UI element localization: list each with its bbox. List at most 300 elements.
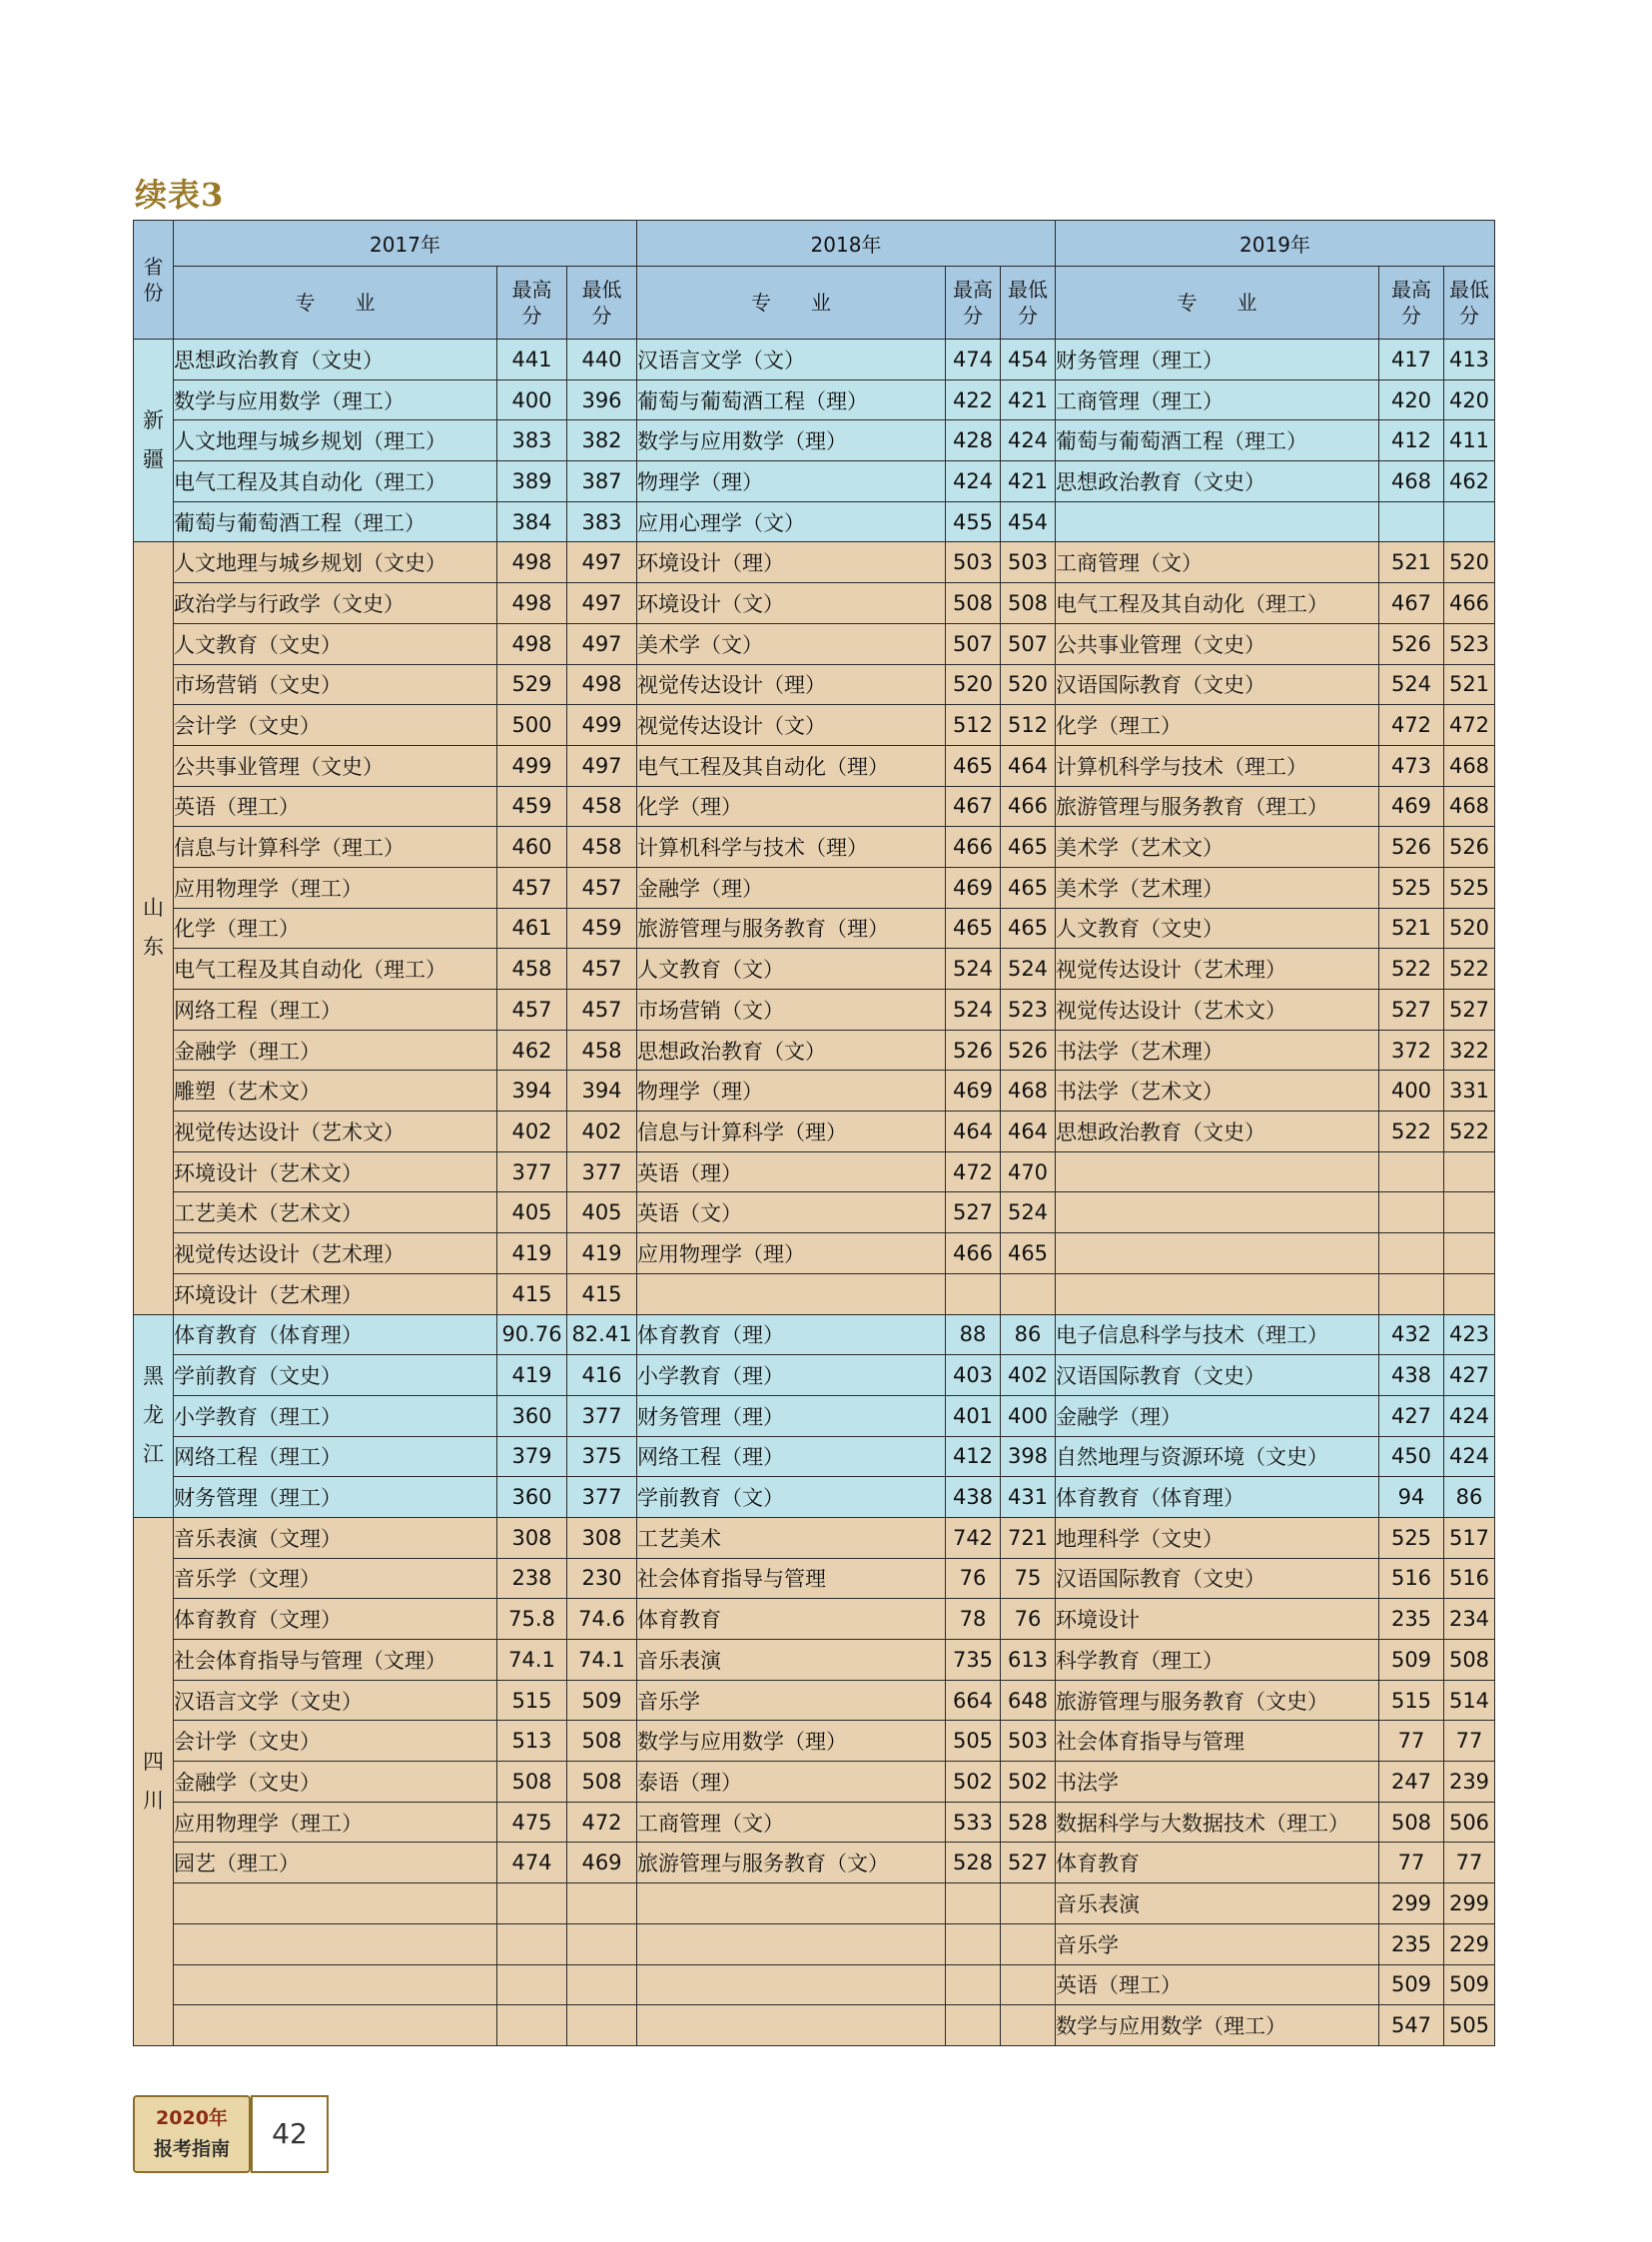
major-cell: 数学与应用数学（理工）	[1056, 2005, 1379, 2046]
min-score-cell: 424	[1001, 420, 1056, 461]
min-score-cell: 420	[1444, 379, 1495, 420]
min-score-cell: 721	[1001, 1517, 1056, 1558]
max-score-cell: 389	[497, 461, 567, 502]
max-score-cell: 469	[946, 1071, 1001, 1112]
major-cell: 化学（理工）	[1056, 705, 1379, 746]
admission-score-table	[133, 220, 1495, 2046]
max-score-cell: 419	[497, 1355, 567, 1396]
major-cell: 财务管理（理工）	[174, 1477, 497, 1518]
min-score-cell	[1444, 501, 1495, 542]
max-score-cell: 522	[1379, 949, 1444, 990]
major-cell	[1056, 1233, 1379, 1274]
table-row	[134, 1030, 1495, 1071]
major-cell: 汉语国际教育（文史）	[1056, 1355, 1379, 1396]
min-score-cell: 520	[1001, 664, 1056, 705]
max-score-cell: 299	[1379, 1883, 1444, 1924]
min-score-cell: 377	[567, 1477, 637, 1518]
province-cell: 新 疆	[134, 340, 174, 542]
major-cell: 视觉传达设计（艺术文）	[1056, 990, 1379, 1031]
max-score-cell	[497, 1923, 567, 1964]
min-score-cell: 521	[1444, 664, 1495, 705]
major-cell: 市场营销（文史）	[174, 664, 497, 705]
min-score-cell: 377	[567, 1151, 637, 1192]
major-header: 专 业	[174, 267, 497, 340]
max-score-cell	[1379, 1273, 1444, 1314]
major-cell: 应用物理学（理）	[637, 1233, 946, 1274]
table-row	[134, 705, 1495, 746]
min-score-cell: 458	[567, 827, 637, 868]
major-cell: 音乐学（文理）	[174, 1558, 497, 1599]
max-score-cell: 432	[1379, 1314, 1444, 1355]
major-cell: 音乐学	[637, 1680, 946, 1721]
max-score-cell: 360	[497, 1477, 567, 1518]
min-score-cell: 74.1	[567, 1640, 637, 1681]
table-row	[134, 990, 1495, 1031]
major-cell: 数据科学与大数据技术（理工）	[1056, 1802, 1379, 1843]
min-score-cell: 468	[1444, 786, 1495, 827]
max-score-cell: 384	[497, 501, 567, 542]
major-cell: 人文教育（文史）	[1056, 908, 1379, 949]
max-score-cell: 465	[946, 745, 1001, 786]
major-cell: 小学教育（理工）	[174, 1395, 497, 1436]
year-header-2018: 2018年	[637, 221, 1056, 267]
min-score-cell: 458	[567, 786, 637, 827]
min-score-cell: 509	[567, 1680, 637, 1721]
min-score-cell: 465	[1001, 908, 1056, 949]
max-score-cell: 468	[1379, 461, 1444, 502]
table-row	[134, 1883, 1495, 1924]
min-score-cell: 458	[567, 1030, 637, 1071]
max-score-cell: 424	[946, 461, 1001, 502]
major-cell: 工艺美术（艺术文）	[174, 1192, 497, 1233]
year-header-2019: 2019年	[1056, 221, 1495, 267]
min-score-cell: 508	[567, 1762, 637, 1803]
major-cell: 人文教育（文史）	[174, 623, 497, 664]
max-score-cell: 526	[1379, 623, 1444, 664]
min-score-cell: 522	[1444, 949, 1495, 990]
major-cell: 会计学（文史）	[174, 1721, 497, 1762]
max-score-cell: 94	[1379, 1477, 1444, 1518]
major-cell: 思想政治教育（文史）	[1056, 461, 1379, 502]
min-score-cell: 464	[1001, 745, 1056, 786]
major-cell: 葡萄与葡萄酒工程（理）	[637, 379, 946, 420]
max-score-cell: 462	[497, 1030, 567, 1071]
min-score-cell: 613	[1001, 1640, 1056, 1681]
max-score-cell: 472	[1379, 705, 1444, 746]
max-score-cell: 415	[497, 1273, 567, 1314]
max-score-cell: 498	[497, 583, 567, 624]
max-score-cell: 499	[497, 745, 567, 786]
major-header: 专 业	[1056, 267, 1379, 340]
min-score-cell: 502	[1001, 1762, 1056, 1803]
major-cell	[637, 2005, 946, 2046]
major-cell: 书法学（艺术理）	[1056, 1030, 1379, 1071]
max-score-cell: 472	[946, 1151, 1001, 1192]
max-score-cell: 524	[946, 949, 1001, 990]
min-score-cell: 503	[1001, 1721, 1056, 1762]
table-row	[134, 745, 1495, 786]
min-score-cell: 396	[567, 379, 637, 420]
max-score-cell: 77	[1379, 1843, 1444, 1883]
max-score-cell: 428	[946, 420, 1001, 461]
major-cell: 体育教育	[1056, 1843, 1379, 1883]
guide-book-logo	[133, 2095, 251, 2173]
major-cell: 环境设计（理）	[637, 542, 946, 583]
min-score-header: 最低 分	[1001, 267, 1056, 340]
max-score-cell	[1379, 1192, 1444, 1233]
min-score-cell: 527	[1444, 990, 1495, 1031]
max-score-cell: 90.76	[497, 1314, 567, 1355]
max-score-cell	[946, 2005, 1001, 2046]
min-score-cell: 498	[567, 664, 637, 705]
max-score-cell: 469	[946, 867, 1001, 908]
major-cell: 信息与计算科学（理工）	[174, 827, 497, 868]
max-score-cell: 460	[497, 827, 567, 868]
max-score-cell	[497, 1964, 567, 2005]
min-score-cell: 394	[567, 1071, 637, 1112]
major-cell: 应用物理学（理工）	[174, 867, 497, 908]
major-cell	[637, 1273, 946, 1314]
province-cell: 山 东	[134, 542, 174, 1314]
min-score-cell: 400	[1001, 1395, 1056, 1436]
major-cell	[174, 1923, 497, 1964]
max-score-cell: 458	[497, 949, 567, 990]
major-cell: 社会体育指导与管理	[637, 1558, 946, 1599]
min-score-cell: 234	[1444, 1599, 1495, 1640]
table-row	[134, 1436, 1495, 1477]
max-score-cell: 459	[497, 786, 567, 827]
min-score-cell: 508	[1001, 583, 1056, 624]
max-score-cell: 401	[946, 1395, 1001, 1436]
table-row	[134, 1599, 1495, 1640]
major-cell: 数学与应用数学（理工）	[174, 379, 497, 420]
table-row	[134, 461, 1495, 502]
major-cell: 数学与应用数学（理）	[637, 420, 946, 461]
min-score-cell: 472	[1444, 705, 1495, 746]
max-score-cell	[1379, 1233, 1444, 1274]
max-score-cell: 508	[946, 583, 1001, 624]
major-cell: 环境设计（艺术理）	[174, 1273, 497, 1314]
max-score-cell	[946, 1923, 1001, 1964]
max-score-cell: 509	[1379, 1640, 1444, 1681]
min-score-cell: 383	[567, 501, 637, 542]
major-cell: 工商管理（文）	[637, 1802, 946, 1843]
major-cell: 电子信息科学与技术（理工）	[1056, 1314, 1379, 1355]
min-score-cell: 230	[567, 1558, 637, 1599]
max-score-cell: 467	[1379, 583, 1444, 624]
table-row	[134, 949, 1495, 990]
table-row	[134, 340, 1495, 380]
major-cell: 体育教育（理）	[637, 1314, 946, 1355]
min-score-cell: 522	[1444, 1112, 1495, 1152]
max-score-cell	[946, 1883, 1001, 1924]
max-score-cell: 527	[1379, 990, 1444, 1031]
max-score-cell: 521	[1379, 908, 1444, 949]
table-row	[134, 1923, 1495, 1964]
page-number: 42	[251, 2095, 329, 2173]
min-score-cell: 497	[567, 623, 637, 664]
max-score-cell: 467	[946, 786, 1001, 827]
table-row	[134, 1680, 1495, 1721]
major-cell: 思想政治教育（文）	[637, 1030, 946, 1071]
max-score-cell: 372	[1379, 1030, 1444, 1071]
max-score-cell: 461	[497, 908, 567, 949]
major-cell: 英语（理工）	[1056, 1964, 1379, 2005]
major-cell: 美术学（艺术理）	[1056, 867, 1379, 908]
table-row	[134, 1843, 1495, 1883]
major-cell: 工商管理（文）	[1056, 542, 1379, 583]
min-score-cell: 413	[1444, 340, 1495, 380]
major-cell: 公共事业管理（文史）	[174, 745, 497, 786]
year-header-2017: 2017年	[174, 221, 637, 267]
major-cell: 音乐学	[1056, 1923, 1379, 1964]
min-score-cell: 431	[1001, 1477, 1056, 1518]
max-score-cell: 515	[1379, 1680, 1444, 1721]
major-cell	[1056, 501, 1379, 542]
major-cell: 计算机科学与技术（理工）	[1056, 745, 1379, 786]
major-cell: 人文教育（文）	[637, 949, 946, 990]
min-score-cell: 423	[1444, 1314, 1495, 1355]
min-score-cell: 77	[1444, 1843, 1495, 1883]
max-score-cell: 508	[1379, 1802, 1444, 1843]
major-cell: 人文地理与城乡规划（理工）	[174, 420, 497, 461]
major-cell: 科学教育（理工）	[1056, 1640, 1379, 1681]
max-score-cell: 75.8	[497, 1599, 567, 1640]
min-score-cell: 421	[1001, 461, 1056, 502]
min-score-cell	[1001, 1883, 1056, 1924]
major-cell: 地理科学（文史）	[1056, 1517, 1379, 1558]
max-score-cell: 377	[497, 1151, 567, 1192]
min-score-cell: 499	[567, 705, 637, 746]
major-cell: 财务管理（理）	[637, 1395, 946, 1436]
table-row	[134, 1517, 1495, 1558]
max-score-cell: 76	[946, 1558, 1001, 1599]
max-score-cell: 503	[946, 542, 1001, 583]
major-cell: 信息与计算科学（理）	[637, 1112, 946, 1152]
major-cell: 电气工程及其自动化（理）	[637, 745, 946, 786]
max-score-cell: 400	[497, 379, 567, 420]
max-score-cell: 419	[497, 1233, 567, 1274]
min-score-cell: 331	[1444, 1071, 1495, 1112]
min-score-cell	[1001, 2005, 1056, 2046]
min-score-cell: 503	[1001, 542, 1056, 583]
max-score-cell: 508	[497, 1762, 567, 1803]
table-row	[134, 623, 1495, 664]
max-score-cell: 474	[497, 1843, 567, 1883]
major-cell: 英语（文）	[637, 1192, 946, 1233]
min-score-cell: 239	[1444, 1762, 1495, 1803]
max-score-cell: 74.1	[497, 1640, 567, 1681]
max-score-cell: 498	[497, 623, 567, 664]
major-cell	[174, 2005, 497, 2046]
major-cell	[1056, 1192, 1379, 1233]
major-cell: 电气工程及其自动化（理工）	[1056, 583, 1379, 624]
min-score-cell: 457	[567, 949, 637, 990]
max-score-cell: 441	[497, 340, 567, 380]
min-score-cell: 526	[1444, 827, 1495, 868]
major-cell: 体育教育（体育理）	[1056, 1477, 1379, 1518]
max-score-cell: 516	[1379, 1558, 1444, 1599]
min-score-cell: 464	[1001, 1112, 1056, 1152]
major-cell: 金融学（理）	[637, 867, 946, 908]
major-cell	[174, 1883, 497, 1924]
major-cell: 应用心理学（文）	[637, 501, 946, 542]
max-score-cell: 526	[1379, 827, 1444, 868]
major-cell: 汉语国际教育（文史）	[1056, 664, 1379, 705]
major-cell: 网络工程（理工）	[174, 1436, 497, 1477]
min-score-cell: 468	[1001, 1071, 1056, 1112]
major-cell	[637, 1883, 946, 1924]
min-score-cell: 76	[1001, 1599, 1056, 1640]
major-cell: 金融学（理工）	[174, 1030, 497, 1071]
major-cell: 书法学（艺术文）	[1056, 1071, 1379, 1112]
max-score-cell	[497, 1883, 567, 1924]
major-cell: 电气工程及其自动化（理工）	[174, 461, 497, 502]
min-score-cell: 454	[1001, 340, 1056, 380]
min-score-cell	[1001, 1923, 1056, 1964]
major-cell: 美术学（文）	[637, 623, 946, 664]
min-score-cell: 517	[1444, 1517, 1495, 1558]
max-score-cell: 308	[497, 1517, 567, 1558]
min-score-cell: 459	[567, 908, 637, 949]
table-title: 续表3	[135, 176, 225, 214]
province-header-label: 省份	[143, 255, 164, 305]
min-score-cell: 424	[1444, 1395, 1495, 1436]
max-score-cell: 469	[1379, 786, 1444, 827]
min-score-cell: 86	[1444, 1477, 1495, 1518]
table-row	[134, 501, 1495, 542]
max-score-cell: 360	[497, 1395, 567, 1436]
min-score-cell: 505	[1444, 2005, 1495, 2046]
min-score-cell	[1444, 1151, 1495, 1192]
major-cell: 环境设计（艺术文）	[174, 1151, 497, 1192]
major-cell: 人文地理与城乡规划（文史）	[174, 542, 497, 583]
min-score-cell: 514	[1444, 1680, 1495, 1721]
major-cell: 泰语（理）	[637, 1762, 946, 1803]
max-score-cell: 457	[497, 990, 567, 1031]
major-cell: 旅游管理与服务教育（文）	[637, 1843, 946, 1883]
max-score-cell: 505	[946, 1721, 1001, 1762]
min-score-cell: 322	[1444, 1030, 1495, 1071]
table-row	[134, 1721, 1495, 1762]
max-score-cell	[946, 1964, 1001, 2005]
max-score-cell: 524	[1379, 664, 1444, 705]
min-score-cell: 508	[1444, 1640, 1495, 1681]
min-score-cell: 415	[567, 1273, 637, 1314]
min-score-cell: 470	[1001, 1151, 1056, 1192]
table-row	[134, 1802, 1495, 1843]
max-score-cell: 520	[946, 664, 1001, 705]
max-score-cell: 422	[946, 379, 1001, 420]
max-score-cell: 400	[1379, 1071, 1444, 1112]
major-cell: 旅游管理与服务教育（文史）	[1056, 1680, 1379, 1721]
min-score-cell	[1444, 1273, 1495, 1314]
max-score-cell: 420	[1379, 379, 1444, 420]
min-score-cell	[567, 2005, 637, 2046]
table-row	[134, 1558, 1495, 1599]
min-score-cell: 520	[1444, 542, 1495, 583]
min-score-cell: 416	[567, 1355, 637, 1396]
max-score-cell: 405	[497, 1192, 567, 1233]
major-cell: 汉语言文学（文）	[637, 340, 946, 380]
min-score-cell: 466	[1444, 583, 1495, 624]
major-cell: 财务管理（理工）	[1056, 340, 1379, 380]
table-row	[134, 1395, 1495, 1436]
min-score-header: 最低 分	[567, 267, 637, 340]
max-score-cell: 498	[497, 542, 567, 583]
min-score-cell	[567, 1964, 637, 2005]
major-header: 专 业	[637, 267, 946, 340]
major-cell: 旅游管理与服务教育（理工）	[1056, 786, 1379, 827]
max-score-cell: 522	[1379, 1112, 1444, 1152]
major-cell: 政治学与行政学（文史）	[174, 583, 497, 624]
max-score-cell: 465	[946, 908, 1001, 949]
major-cell: 视觉传达设计（理）	[637, 664, 946, 705]
min-score-cell: 74.6	[567, 1599, 637, 1640]
table-row	[134, 1762, 1495, 1803]
max-score-cell: 466	[946, 1233, 1001, 1274]
min-score-cell: 497	[567, 745, 637, 786]
max-score-cell: 524	[946, 990, 1001, 1031]
major-cell: 工商管理（理工）	[1056, 379, 1379, 420]
max-score-cell: 438	[946, 1477, 1001, 1518]
major-cell	[637, 1964, 946, 2005]
major-cell: 雕塑（艺术文）	[174, 1071, 497, 1112]
max-score-cell: 664	[946, 1680, 1001, 1721]
min-score-cell: 508	[567, 1721, 637, 1762]
max-score-cell: 474	[946, 340, 1001, 380]
max-score-cell: 526	[946, 1030, 1001, 1071]
max-score-cell: 742	[946, 1517, 1001, 1558]
min-score-cell: 299	[1444, 1883, 1495, 1924]
max-score-header: 最高 分	[1379, 267, 1444, 340]
max-score-cell: 427	[1379, 1395, 1444, 1436]
table-row	[134, 908, 1495, 949]
min-score-cell: 472	[567, 1802, 637, 1843]
min-score-cell: 523	[1001, 990, 1056, 1031]
min-score-cell: 465	[1001, 827, 1056, 868]
min-score-cell: 427	[1444, 1355, 1495, 1396]
table-row	[134, 1314, 1495, 1355]
footer-guide: 报考指南	[153, 2138, 230, 2160]
min-score-cell: 512	[1001, 705, 1056, 746]
max-score-cell: 527	[946, 1192, 1001, 1233]
max-score-cell: 78	[946, 1599, 1001, 1640]
max-score-cell: 525	[1379, 867, 1444, 908]
province-header	[134, 221, 174, 340]
min-score-cell: 454	[1001, 501, 1056, 542]
min-score-cell: 524	[1001, 949, 1056, 990]
major-cell: 应用物理学（理工）	[174, 1802, 497, 1843]
major-cell: 视觉传达设计（艺术文）	[174, 1112, 497, 1152]
min-score-cell: 648	[1001, 1680, 1056, 1721]
max-score-cell: 383	[497, 420, 567, 461]
table-row	[134, 542, 1495, 583]
min-score-cell: 402	[567, 1112, 637, 1152]
major-cell: 美术学（艺术文）	[1056, 827, 1379, 868]
max-score-cell: 464	[946, 1112, 1001, 1152]
table-row	[134, 1477, 1495, 1518]
min-score-cell: 377	[567, 1395, 637, 1436]
major-cell: 社会体育指导与管理（文理）	[174, 1640, 497, 1681]
table-row	[134, 1112, 1495, 1152]
min-score-cell: 419	[567, 1233, 637, 1274]
min-score-cell	[567, 1923, 637, 1964]
min-score-cell: 457	[567, 867, 637, 908]
max-score-cell: 528	[946, 1843, 1001, 1883]
table-row	[134, 867, 1495, 908]
major-cell: 环境设计	[1056, 1599, 1379, 1640]
